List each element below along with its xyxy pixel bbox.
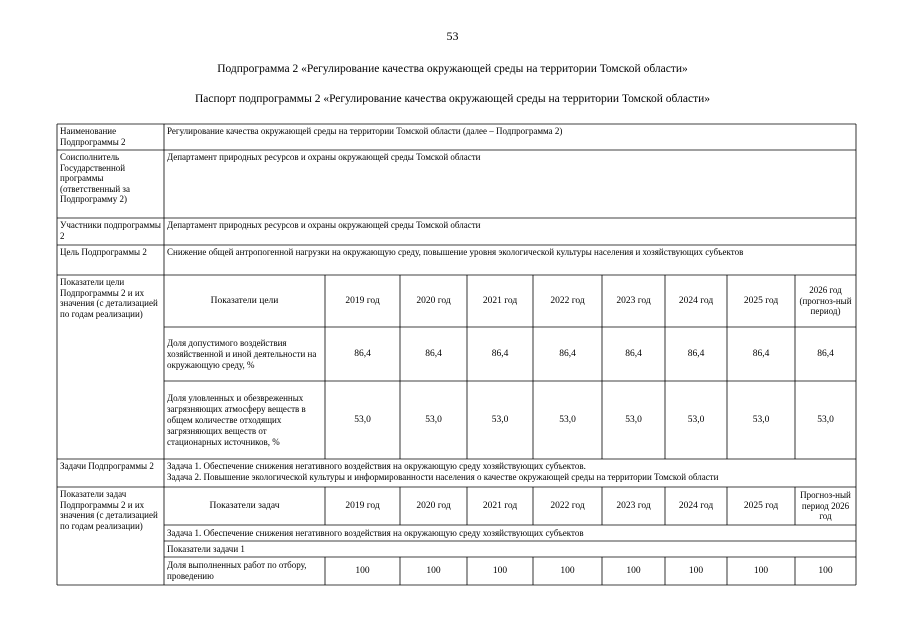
goal-year-header: 2024 год bbox=[678, 296, 714, 306]
task-year-header: 2024 год bbox=[678, 501, 714, 511]
goal-indicator-value: 86,4 bbox=[354, 349, 371, 359]
name-label: Наименование Подпрограммы 2 bbox=[60, 126, 126, 147]
goal-year-header-forecast: 2026 год (прогноз-ный период) bbox=[799, 285, 852, 317]
subprogram-heading: Подпрограмма 2 «Регулирование качества окружающей среды на территории Томской области» bbox=[217, 63, 688, 75]
task-year-header: 2020 год bbox=[416, 501, 451, 511]
task-indicator-value: 100 bbox=[626, 566, 641, 576]
goal-label: Цель Подпрограммы 2 bbox=[60, 247, 147, 257]
goal-indicator-value: 86,4 bbox=[625, 349, 642, 359]
goal-year-header: 2021 год bbox=[482, 296, 518, 306]
task-indicator-value: 100 bbox=[355, 566, 370, 576]
goal-year-header: 2020 год bbox=[416, 296, 451, 306]
task-indicator-value: 100 bbox=[492, 566, 508, 576]
task-year-header: 2021 год bbox=[482, 501, 518, 511]
goal-indicator-value: 53,0 bbox=[559, 415, 576, 425]
goal-indicators-label: Показатели цели Подпрограммы 2 и их значения (с детализацией по годам реализации) bbox=[60, 277, 158, 319]
participants-value: Департамент природных ресурсов и охраны окружающей среды Томской области bbox=[167, 220, 481, 230]
task-year-header: 2025 год bbox=[743, 501, 779, 511]
goal-year-header: 2019 год bbox=[345, 296, 380, 306]
participants-label: Участники подпрограммы 2 bbox=[60, 220, 161, 241]
name-value: Регулирование качества окружающей среды на территории Томской области (далее – Подпрограмма 2) bbox=[167, 126, 563, 136]
goal-indicator-value: 86,4 bbox=[559, 349, 576, 359]
goal-indicator-value: 53,0 bbox=[817, 415, 834, 425]
goal-indicator-value: 86,4 bbox=[687, 349, 705, 359]
goal-year-header: 2022 год bbox=[550, 296, 585, 306]
task-indicator-value: 100 bbox=[688, 566, 704, 576]
goal-indicator-value: 53,0 bbox=[687, 415, 705, 425]
goal-indicator-name: Доля допустимого воздействия хозяйственной и иной деятельности на окружающую среду, % bbox=[167, 337, 317, 370]
tasks-label: Задачи Подпрограммы 2 bbox=[60, 461, 154, 471]
goal-year-header: 2025 год bbox=[743, 296, 779, 306]
goal-year-header: 2023 год bbox=[616, 296, 651, 306]
passport-heading: Паспорт подпрограммы 2 «Регулирование качества окружающей среды на территории Томской области» bbox=[194, 93, 711, 105]
task-indicator-value: 100 bbox=[426, 566, 441, 576]
coexecutor-label: Соисполнитель Государственной программы (ответственный за Подпрограмму 2) bbox=[60, 152, 130, 205]
goal-indicator-name: Доля уловленных и обезвреженных загрязняющих атмосферу веществ в общем количестве отходящих загрязняющих веществ от стационарных источников, % bbox=[167, 392, 306, 447]
task-year-header: 2022 год bbox=[550, 501, 585, 511]
task-indicators-header: Показатели задач bbox=[209, 501, 280, 511]
task-indicator-value: 100 bbox=[753, 566, 769, 576]
coexecutor-value: Департамент природных ресурсов и охраны окружающей среды Томской области bbox=[167, 152, 481, 162]
task-year-header-forecast: Прогноз-ный период 2026 год bbox=[800, 490, 851, 522]
task-indicators-label: Показатели задач Подпрограммы 2 и их значения (с детализацией по годам реализации) bbox=[60, 489, 158, 531]
goal-indicator-value: 86,4 bbox=[425, 349, 442, 359]
goal-indicator-value: 53,0 bbox=[491, 415, 509, 425]
page-number: 53 bbox=[446, 29, 459, 43]
goal-value: Снижение общей антропогенной нагрузки на окружающую среду, повышение уровня экологической культуры населения и хозяйствующих субъектов bbox=[167, 247, 744, 257]
goal-indicator-value: 86,4 bbox=[817, 349, 834, 359]
task-1-title: Задача 1. Обеспечение снижения негативного воздействия на окружающую среду хозяйствующих субъектов bbox=[167, 528, 584, 538]
task-1-indicators-title: Показатели задачи 1 bbox=[167, 544, 245, 554]
goal-indicator-value: 86,4 bbox=[752, 349, 770, 359]
goal-indicator-value: 53,0 bbox=[752, 415, 770, 425]
task-1-text: Задача 1. Обеспечение снижения негативного воздействия на окружающую среду хозяйствующих субъектов. bbox=[167, 461, 586, 471]
task-2-text: Задача 2. Повышение экологической культуры и информированности населения о качестве окружающей среды на территории Томской области bbox=[167, 472, 719, 482]
task-year-header: 2019 год bbox=[345, 501, 380, 511]
task-year-header: 2023 год bbox=[616, 501, 651, 511]
task-indicator-name: Доля выполненных работ по отбору, проведению bbox=[167, 560, 307, 581]
goal-indicator-value: 86,4 bbox=[491, 349, 509, 359]
goal-indicator-value: 53,0 bbox=[354, 415, 371, 425]
task-indicator-value: 100 bbox=[560, 566, 575, 576]
task-indicator-value: 100 bbox=[818, 566, 833, 576]
goal-indicator-value: 53,0 bbox=[625, 415, 642, 425]
goal-indicators-header: Показатели цели bbox=[210, 296, 279, 306]
goal-indicator-value: 53,0 bbox=[425, 415, 442, 425]
